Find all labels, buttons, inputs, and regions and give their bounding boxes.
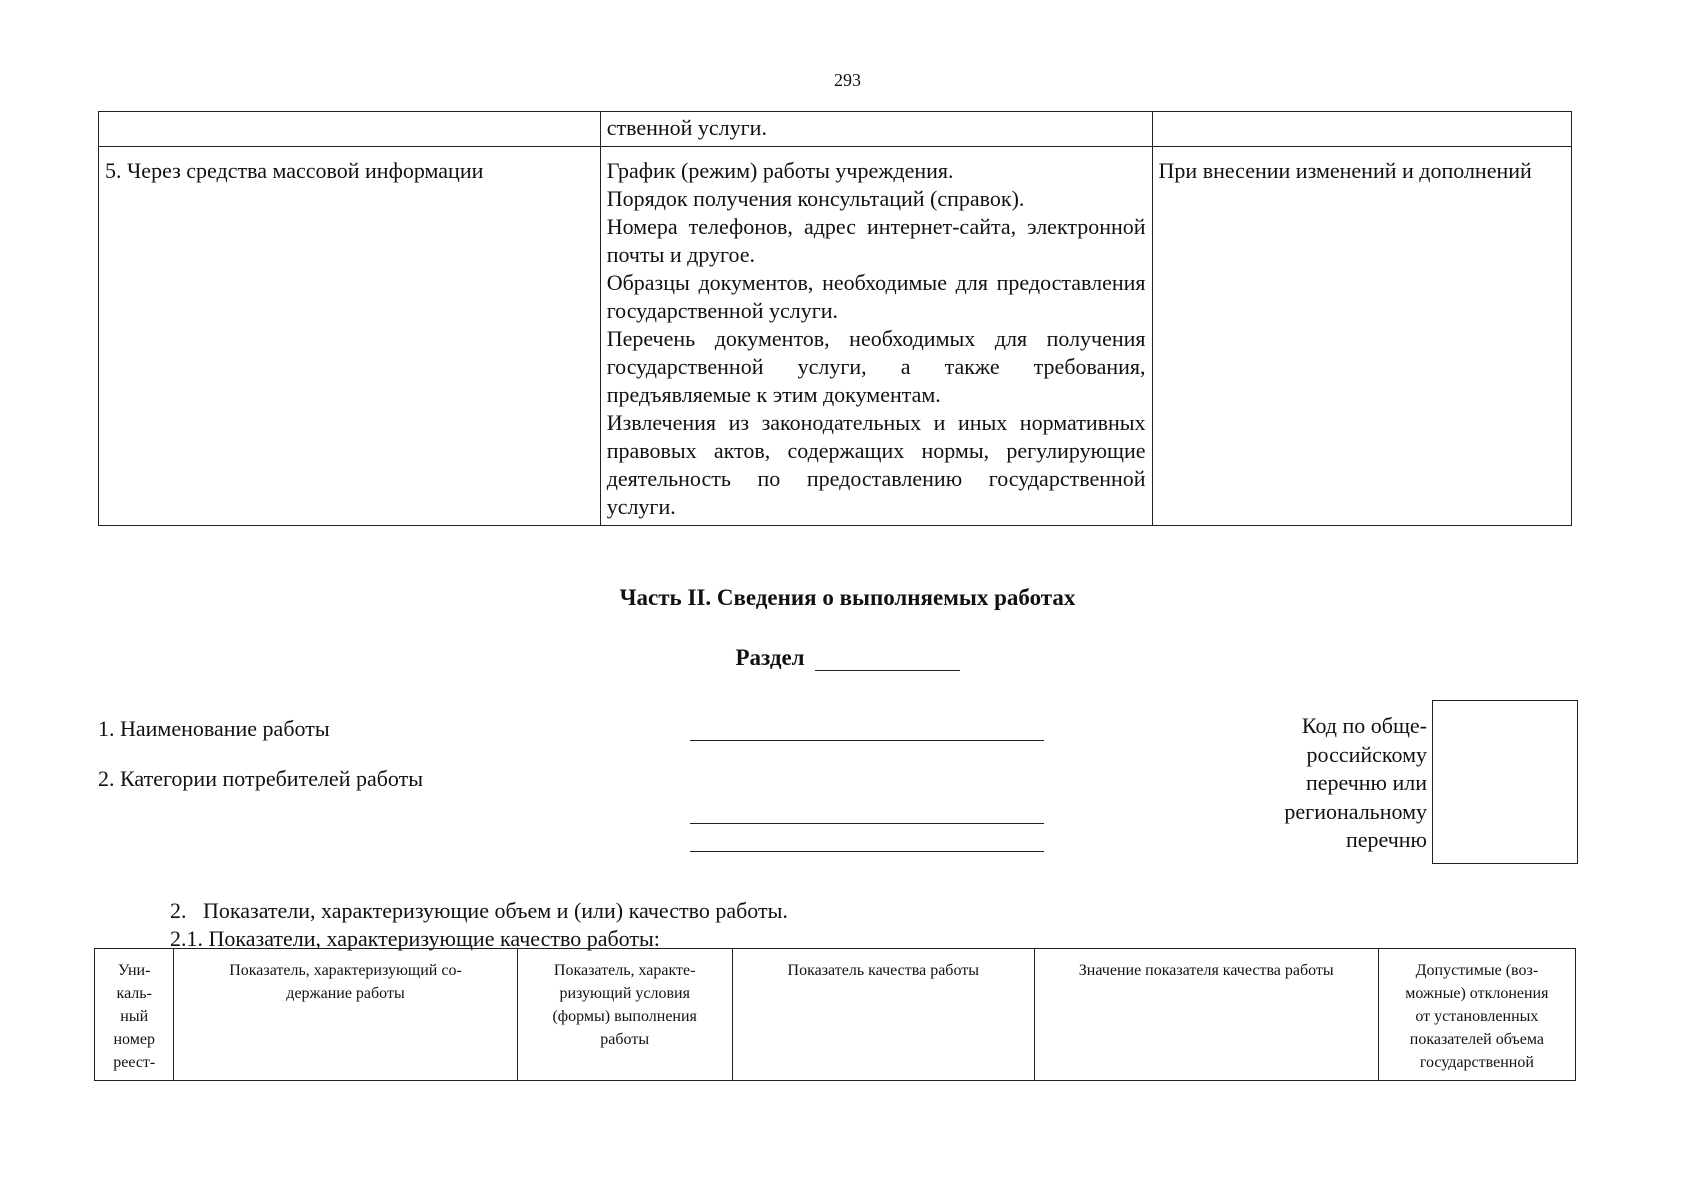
header-line: номер xyxy=(113,1031,155,1048)
header-line: (формы) выполнения xyxy=(552,1008,697,1025)
header-registry-number xyxy=(95,949,174,1081)
table-row xyxy=(99,112,1572,147)
header-line: можные) отклонения xyxy=(1405,985,1549,1002)
consumer-category-line-2 xyxy=(690,851,1044,852)
quality-indicators-heading: 2.1. Показатели, характеризующие качество работы: xyxy=(170,926,660,951)
header-line: реест- xyxy=(113,1054,156,1071)
part-title: Часть II. Сведения о выполняемых работах xyxy=(619,585,1076,610)
info-line: Образцы документов, необходимые для предоставления государственной услуги. xyxy=(606,270,1146,323)
code-label-line: перечню или xyxy=(1305,770,1427,795)
quality-table xyxy=(94,948,1576,1081)
header-line: Значение показателя качества работы xyxy=(1078,962,1334,979)
table-cell xyxy=(1152,112,1571,147)
page-number: 293 xyxy=(834,70,861,90)
header-quality-indicator xyxy=(732,949,1034,1081)
code-label-line: российскому xyxy=(1306,741,1427,767)
header-allowed-deviation xyxy=(1378,949,1575,1081)
code-label-line: региональному xyxy=(1284,798,1427,824)
header-line: каль- xyxy=(116,985,152,1002)
table-cell: ственной услуги. xyxy=(600,112,1152,147)
section-label: Раздел xyxy=(735,645,805,670)
info-line: Порядок получения консультаций (справок). xyxy=(606,186,1025,211)
table-row xyxy=(99,147,1572,526)
header-content-indicator xyxy=(174,949,517,1081)
consumer-category-line-1 xyxy=(690,823,1044,824)
header-line: работы xyxy=(600,1031,650,1048)
header-line: Уни- xyxy=(118,962,151,979)
code-label-line: перечню xyxy=(1345,827,1427,852)
header-line: держание работы xyxy=(286,985,405,1002)
info-table xyxy=(98,111,1572,526)
code-label xyxy=(1235,712,1427,855)
header-line: Допустимые (воз- xyxy=(1415,962,1539,979)
header-line: государственной xyxy=(1419,1054,1534,1071)
work-name-label: 1. Наименование работы xyxy=(98,716,330,741)
header-line: показателей объема xyxy=(1409,1031,1544,1048)
section-blank-line xyxy=(815,648,960,671)
header-line: Показатель, характе- xyxy=(553,962,696,979)
table-cell xyxy=(99,112,601,147)
info-line: График (режим) работы учреждения. xyxy=(606,158,954,183)
code-box xyxy=(1432,700,1578,864)
info-frequency-cell: При внесении изменений и дополнений xyxy=(1152,147,1571,526)
indicators-heading: 2. Показатели, характеризующие объем и (или) качество работы. xyxy=(170,898,788,923)
info-method-cell: 5. Через средства массовой информации xyxy=(99,147,601,526)
code-label-line: Код по обще- xyxy=(1301,713,1427,738)
table-header-row xyxy=(95,949,1576,1081)
header-line: Показатель качества работы xyxy=(787,962,979,979)
info-line: Извлечения из законодательных и иных нормативных правовых актов, содержащих нормы, регулирующие деятельность по предоставлению государственной услуги. xyxy=(606,410,1146,519)
work-name-line xyxy=(690,740,1044,741)
header-conditions-indicator xyxy=(517,949,732,1081)
info-line: Перечень документов, необходимых для получения государственной услуги, а также требования, предъявляемые к этим документам. xyxy=(606,326,1146,407)
header-quality-value xyxy=(1034,949,1378,1081)
info-content-cell xyxy=(600,147,1152,526)
header-line: от установленных xyxy=(1415,1008,1539,1025)
header-line: ный xyxy=(120,1008,149,1025)
consumer-category-label: 2. Категории потребителей работы xyxy=(98,766,424,791)
section-heading xyxy=(0,645,1695,671)
header-line: Показатель, характеризующий со- xyxy=(229,962,462,979)
info-line: Номера телефонов, адрес интернет-сайта, электронной почты и другое. xyxy=(606,214,1146,267)
header-line: ризующий условия xyxy=(559,985,690,1002)
